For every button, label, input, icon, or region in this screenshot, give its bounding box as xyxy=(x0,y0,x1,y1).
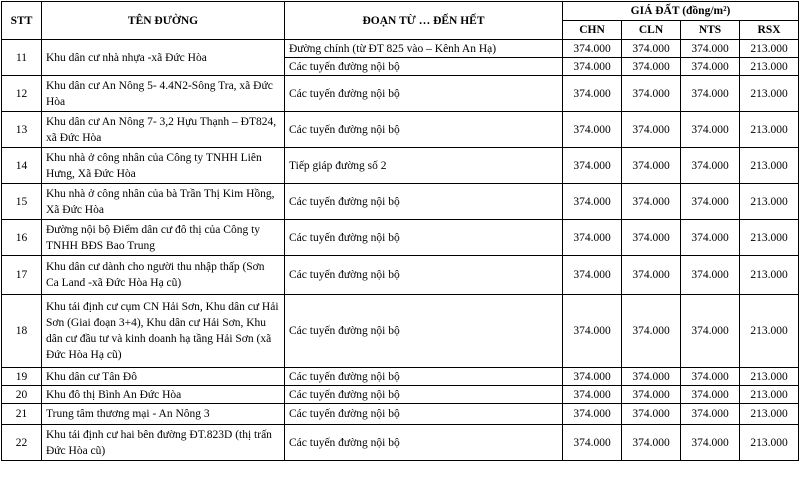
cell-segment: Các tuyến đường nội bộ xyxy=(285,425,563,461)
cell-price-rsx: 213.000 xyxy=(740,76,799,112)
cell-segment: Các tuyến đường nội bộ xyxy=(285,76,563,112)
cell-street-name: Đường nội bộ Điểm dân cư đô thị của Công ty TNHH BĐS Bao Trung xyxy=(42,220,285,256)
cell-segment: Các tuyến đường nội bộ xyxy=(285,256,563,295)
cell-price-chn: 374.000 xyxy=(563,368,622,386)
table-body xyxy=(2,40,799,461)
cell-price-cln: 374.000 xyxy=(622,404,681,425)
cell-segment: Các tuyến đường nội bộ xyxy=(285,58,563,76)
cell-price-nts: 374.000 xyxy=(681,148,740,184)
header-land-price: GIÁ ĐẤT (đồng/m²) xyxy=(563,2,799,21)
cell-price-nts: 374.000 xyxy=(681,386,740,404)
cell-price-cln: 374.000 xyxy=(622,58,681,76)
cell-price-rsx: 213.000 xyxy=(740,184,799,220)
cell-price-nts: 374.000 xyxy=(681,404,740,425)
cell-price-chn: 374.000 xyxy=(563,184,622,220)
table-row xyxy=(2,76,799,112)
cell-stt: 18 xyxy=(2,295,42,368)
cell-price-cln: 374.000 xyxy=(622,40,681,58)
cell-price-rsx: 213.000 xyxy=(740,112,799,148)
cell-stt: 19 xyxy=(2,368,42,386)
cell-street-name: Khu đô thị Bình An Đức Hòa xyxy=(42,386,285,404)
cell-price-nts: 374.000 xyxy=(681,220,740,256)
cell-price-cln: 374.000 xyxy=(622,148,681,184)
cell-price-nts: 374.000 xyxy=(681,58,740,76)
cell-street-name: Khu nhà ở công nhân của bà Trần Thị Kim Hồng, Xã Đức Hòa xyxy=(42,184,285,220)
table-row xyxy=(2,148,799,184)
table-row xyxy=(2,404,799,425)
cell-segment: Đường chính (từ ĐT 825 vào – Kênh An Hạ) xyxy=(285,40,563,58)
cell-price-chn: 374.000 xyxy=(563,386,622,404)
cell-segment: Các tuyến đường nội bộ xyxy=(285,220,563,256)
cell-segment: Các tuyến đường nội bộ xyxy=(285,368,563,386)
land-price-table xyxy=(1,1,799,461)
header-segment: ĐOẠN TỪ … ĐẾN HẾT xyxy=(285,2,563,40)
cell-price-rsx: 213.000 xyxy=(740,148,799,184)
table-row xyxy=(2,184,799,220)
table-row xyxy=(2,256,799,295)
cell-stt: 20 xyxy=(2,386,42,404)
cell-street-name: Khu tái định cư hai bên đường ĐT.823D (thị trấn Đức Hòa cũ) xyxy=(42,425,285,461)
cell-price-chn: 374.000 xyxy=(563,220,622,256)
cell-price-rsx: 213.000 xyxy=(740,40,799,58)
cell-price-chn: 374.000 xyxy=(563,256,622,295)
cell-price-cln: 374.000 xyxy=(622,184,681,220)
cell-price-cln: 374.000 xyxy=(622,295,681,368)
cell-price-cln: 374.000 xyxy=(622,386,681,404)
cell-segment: Các tuyến đường nội bộ xyxy=(285,404,563,425)
cell-price-nts: 374.000 xyxy=(681,368,740,386)
table-header xyxy=(2,2,799,40)
table-row xyxy=(2,425,799,461)
cell-price-cln: 374.000 xyxy=(622,368,681,386)
cell-price-chn: 374.000 xyxy=(563,404,622,425)
cell-price-nts: 374.000 xyxy=(681,40,740,58)
cell-street-name: Khu nhà ở công nhân của Công ty TNHH Liên Hưng, Xã Đức Hòa xyxy=(42,148,285,184)
table-row xyxy=(2,368,799,386)
table-row xyxy=(2,40,799,58)
header-stt: STT xyxy=(2,2,42,40)
table-row xyxy=(2,220,799,256)
cell-price-cln: 374.000 xyxy=(622,112,681,148)
cell-price-chn: 374.000 xyxy=(563,40,622,58)
cell-street-name: Khu dân cư An Nông 7- 3,2 Hựu Thạnh – ĐT824, xã Đức Hòa xyxy=(42,112,285,148)
table-row xyxy=(2,295,799,368)
cell-price-cln: 374.000 xyxy=(622,256,681,295)
cell-stt: 15 xyxy=(2,184,42,220)
cell-stt: 22 xyxy=(2,425,42,461)
cell-stt: 16 xyxy=(2,220,42,256)
cell-price-chn: 374.000 xyxy=(563,425,622,461)
cell-price-rsx: 213.000 xyxy=(740,58,799,76)
cell-price-cln: 374.000 xyxy=(622,425,681,461)
cell-price-rsx: 213.000 xyxy=(740,256,799,295)
header-chn: CHN xyxy=(563,21,622,40)
cell-stt: 11 xyxy=(2,40,42,76)
cell-street-name: Khu dân cư dành cho người thu nhập thấp (Sơn Ca Land -xã Đức Hòa Hạ cũ) xyxy=(42,256,285,295)
cell-price-nts: 374.000 xyxy=(681,295,740,368)
cell-stt: 17 xyxy=(2,256,42,295)
cell-price-chn: 374.000 xyxy=(563,112,622,148)
header-nts: NTS xyxy=(681,21,740,40)
cell-price-nts: 374.000 xyxy=(681,112,740,148)
cell-price-rsx: 213.000 xyxy=(740,295,799,368)
cell-segment: Các tuyến đường nội bộ xyxy=(285,184,563,220)
cell-price-nts: 374.000 xyxy=(681,425,740,461)
cell-price-rsx: 213.000 xyxy=(740,220,799,256)
cell-price-chn: 374.000 xyxy=(563,148,622,184)
cell-segment: Tiếp giáp đường số 2 xyxy=(285,148,563,184)
table-row xyxy=(2,112,799,148)
cell-price-chn: 374.000 xyxy=(563,76,622,112)
cell-stt: 14 xyxy=(2,148,42,184)
table-row xyxy=(2,386,799,404)
cell-segment: Các tuyến đường nội bộ xyxy=(285,112,563,148)
header-rsx: RSX xyxy=(740,21,799,40)
cell-stt: 12 xyxy=(2,76,42,112)
cell-stt: 21 xyxy=(2,404,42,425)
cell-price-cln: 374.000 xyxy=(622,220,681,256)
cell-price-nts: 374.000 xyxy=(681,256,740,295)
cell-price-cln: 374.000 xyxy=(622,76,681,112)
cell-price-rsx: 213.000 xyxy=(740,368,799,386)
cell-price-rsx: 213.000 xyxy=(740,404,799,425)
cell-street-name: Khu tái định cư cụm CN Hải Sơn, Khu dân cư Hải Sơn (Giai đoạn 3+4), Khu dân cư Hải Sơn, Khu dân cư đầu tư và kinh doanh hạ tầng Hải Sơn (xã Đức Hòa Hạ cũ) xyxy=(42,295,285,368)
cell-street-name: Trung tâm thương mại - An Nông 3 xyxy=(42,404,285,425)
cell-price-rsx: 213.000 xyxy=(740,425,799,461)
header-cln: CLN xyxy=(622,21,681,40)
cell-segment: Các tuyến đường nội bộ xyxy=(285,386,563,404)
cell-street-name: Khu dân cư An Nông 5- 4.4N2-Sông Tra, xã Đức Hòa xyxy=(42,76,285,112)
cell-stt: 13 xyxy=(2,112,42,148)
cell-price-chn: 374.000 xyxy=(563,295,622,368)
cell-price-rsx: 213.000 xyxy=(740,386,799,404)
cell-street-name: Khu dân cư nhà nhựa -xã Đức Hòa xyxy=(42,40,285,76)
cell-price-nts: 374.000 xyxy=(681,76,740,112)
header-street-name: TÊN ĐƯỜNG xyxy=(42,2,285,40)
cell-price-chn: 374.000 xyxy=(563,58,622,76)
cell-price-nts: 374.000 xyxy=(681,184,740,220)
cell-street-name: Khu dân cư Tân Đô xyxy=(42,368,285,386)
cell-segment: Các tuyến đường nội bộ xyxy=(285,295,563,368)
